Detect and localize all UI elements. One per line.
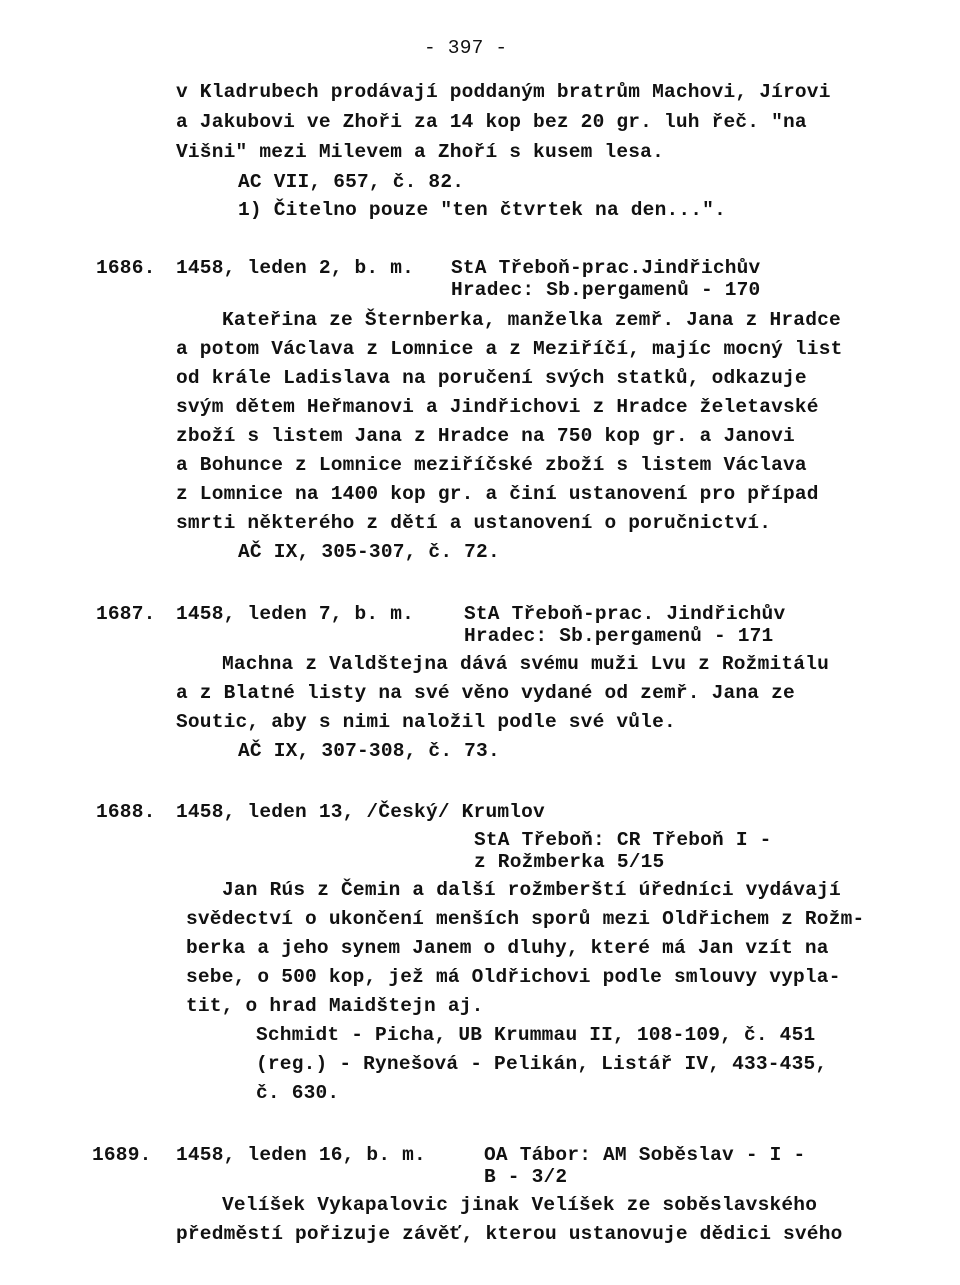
- entry-source: Schmidt - Picha, UB Krummau II, 108-109, č. 451: [256, 1024, 816, 1046]
- continuation-source: AC VII, 657, č. 82.: [238, 171, 465, 193]
- entry-number: 1686.: [96, 257, 156, 279]
- entry-source: AČ IX, 307-308, č. 73.: [238, 740, 500, 762]
- entry-text-line: a z Blatné listy na své věno vydané od zemř. Jana ze: [176, 682, 795, 704]
- entry-date: 1458, leden 2, b. m.: [176, 257, 415, 279]
- entry-text-line: z Lomnice na 1400 kop gr. a činí ustanovení pro případ: [176, 483, 819, 505]
- entry-date: 1458, leden 7, b. m.: [176, 603, 415, 625]
- entry-archive: StA Třeboň: CR Třeboň I -: [474, 829, 772, 851]
- continuation-note: 1) Čitelno pouze "ten čtvrtek na den...".: [238, 199, 726, 221]
- entry-archive: B - 3/2: [484, 1166, 568, 1188]
- entry-number: 1688.: [96, 801, 156, 823]
- entry-archive: Hradec: Sb.pergamenů - 170: [451, 279, 761, 301]
- entry-text-line: Jan Rús z Čemin a další rožmberští úředníci vydávají: [222, 879, 841, 901]
- entry-date: 1458, leden 13, /Český/ Krumlov: [176, 801, 545, 823]
- entry-text-line: berka a jeho synem Janem o dluhy, které má Jan vzít na: [186, 937, 829, 959]
- continuation-line: Višni" mezi Milevem a Zhoří s kusem lesa.: [176, 141, 664, 163]
- entry-text-line: od krále Ladislava na poručení svých statků, odkazuje: [176, 367, 807, 389]
- continuation-line: v Kladrubech prodávají poddaným bratrům Machovi, Jírovi: [176, 81, 831, 103]
- entry-text-line: sebe, o 500 kop, jež má Oldřichovi podle smlouvy vypla-: [186, 966, 841, 988]
- entry-text-line: Soutic, aby s nimi naložil podle své vůle.: [176, 711, 676, 733]
- entry-number: 1687.: [96, 603, 156, 625]
- entry-text-line: tit, o hrad Maidštejn aj.: [186, 995, 484, 1017]
- entry-archive: Hradec: Sb.pergamenů - 171: [464, 625, 774, 647]
- entry-text-line: svědectví o ukončení menších sporů mezi Oldřichem z Rožm-: [186, 908, 865, 930]
- entry-text-line: Kateřina ze Šternberka, manželka zemř. Jana z Hradce: [222, 309, 841, 331]
- entry-archive: z Rožmberka 5/15: [474, 851, 665, 873]
- entry-source: AČ IX, 305-307, č. 72.: [238, 541, 500, 563]
- entry-text-line: a potom Václava z Lomnice a z Meziříčí, majíc mocný list: [176, 338, 843, 360]
- entry-text-line: smrti některého z dětí a ustanovení o poručnictví.: [176, 512, 772, 534]
- entry-text-line: předměstí pořizuje závěť, kterou ustanovuje dědici svého: [176, 1223, 843, 1245]
- entry-text-line: svým dětem Heřmanovi a Jindřichovi z Hradce želetavské: [176, 396, 819, 418]
- continuation-line: a Jakubovi ve Zhoři za 14 kop bez 20 gr. luh řeč. "na: [176, 111, 807, 133]
- entry-archive: StA Třeboň-prac. Jindřichův: [464, 603, 786, 625]
- entry-archive: StA Třeboň-prac.Jindřichův: [451, 257, 761, 279]
- page-number: - 397 -: [424, 37, 508, 59]
- entry-text-line: zboží s listem Jana z Hradce na 750 kop gr. a Janovi: [176, 425, 795, 447]
- entry-number: 1689.: [92, 1144, 152, 1166]
- entry-archive: OA Tábor: AM Soběslav - I -: [484, 1144, 806, 1166]
- entry-date: 1458, leden 16, b. m.: [176, 1144, 426, 1166]
- entry-source: č. 630.: [256, 1082, 340, 1104]
- entry-text-line: Machna z Valdštejna dává svému muži Lvu z Rožmitálu: [222, 653, 829, 675]
- entry-text-line: a Bohunce z Lomnice meziříčské zboží s listem Václava: [176, 454, 807, 476]
- entry-source: (reg.) - Rynešová - Pelikán, Listář IV, 433-435,: [256, 1053, 828, 1075]
- entry-text-line: Velíšek Vykapalovic jinak Velíšek ze soběslavského: [222, 1194, 818, 1216]
